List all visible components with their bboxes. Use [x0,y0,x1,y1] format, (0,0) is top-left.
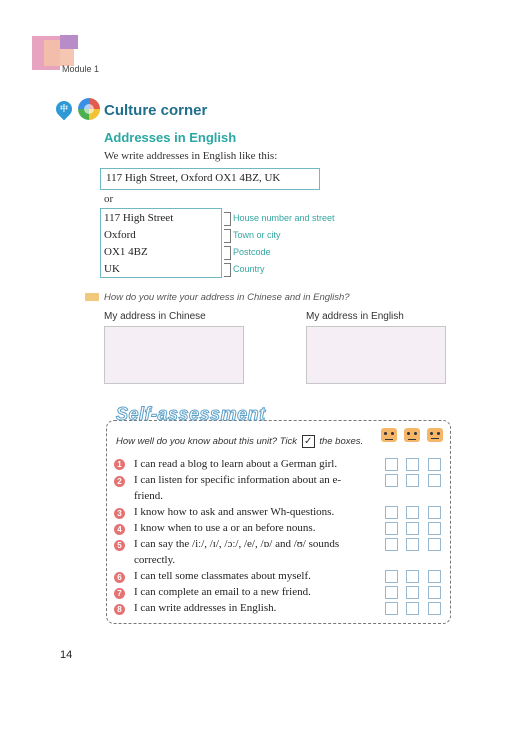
section-title: Culture corner [104,102,208,119]
checkbox-poor[interactable] [428,474,441,487]
checkbox-good[interactable] [385,538,398,551]
address-single-line: 117 High Street, Oxford OX1 4BZ, UK [106,172,281,184]
question-text-part: How well do you know about this unit? Tick [116,436,298,448]
or-text: or [104,193,114,205]
address-annotation: House number and street [233,213,335,223]
item-text: I can tell some classmates about myself. [134,570,311,582]
map-pin-icon [53,98,76,121]
address-line: OX1 4BZ [104,246,148,258]
question-text-part: the boxes. [319,436,364,448]
chinese-address-answer-box[interactable] [104,326,244,384]
pin-character: 中 [60,104,68,113]
label-english-address: My address in English [306,311,404,322]
item-number: 3 [114,508,125,519]
module-label: Module 1 [62,64,100,74]
question-marker [85,293,99,301]
checkbox-ok[interactable] [406,458,419,471]
item-number: 1 [114,459,125,470]
globe-icon [78,98,100,120]
checkbox-ok[interactable] [406,538,419,551]
address-annotation: Country [233,264,265,274]
item-number: 8 [114,604,125,615]
checkbox-good[interactable] [385,570,398,583]
checkbox-ok[interactable] [406,602,419,615]
english-address-answer-box[interactable] [306,326,446,384]
header-decoration [60,35,78,49]
address-annotation: Postcode [233,247,271,257]
item-text: I can write addresses in English. [134,602,277,614]
self-assessment-question [116,435,363,448]
neutral-face-icon [404,428,420,442]
checkbox-poor[interactable] [428,538,441,551]
checkbox-ok[interactable] [406,586,419,599]
checkbox-poor[interactable] [428,458,441,471]
checkbox-poor[interactable] [428,602,441,615]
address-line: UK [104,263,120,275]
checkbox-poor[interactable] [428,570,441,583]
item-text: I know when to use a or an before nouns. [134,522,316,534]
item-text: I can complete an email to a new friend. [134,586,311,598]
item-text: I can read a blog to learn about a German girl. [134,458,338,470]
item-number: 5 [114,540,125,551]
checkbox-ok[interactable] [406,506,419,519]
bracket [224,229,231,243]
checkbox-poor[interactable] [428,506,441,519]
section-subtitle: Addresses in English [104,130,237,145]
item-number: 2 [114,476,125,487]
self-assessment-title: Self-assessment [116,404,266,424]
checkbox-good[interactable] [385,474,398,487]
happy-face-icon [381,428,397,442]
checkbox-poor[interactable] [428,522,441,535]
checkbox-ok[interactable] [406,474,419,487]
intro-text: We write addresses in English like this: [104,150,278,162]
checkbox-ok[interactable] [406,570,419,583]
address-line: 117 High Street [104,212,174,224]
bracket [224,212,231,226]
checkbox-poor[interactable] [428,586,441,599]
tick-icon: ✓ [302,435,315,448]
page-number: 14 [60,649,73,661]
bracket [224,263,231,277]
address-annotation: Town or city [233,230,281,240]
bracket [224,246,231,260]
item-text: I know how to ask and answer Wh-questions. [134,506,335,518]
item-number: 6 [114,572,125,583]
question-text: How do you write your address in Chinese and in English? [104,292,350,303]
checkbox-good[interactable] [385,506,398,519]
checkbox-good[interactable] [385,602,398,615]
checkbox-good[interactable] [385,522,398,535]
checkbox-ok[interactable] [406,522,419,535]
item-number: 7 [114,588,125,599]
item-text: I can say the /iː/, /ɪ/, /ɔː/, /e/, /ɒ/ and /ʊ/ sounds correctly. [134,538,340,566]
item-text: I can listen for specific information about an e-friend. [134,474,342,502]
address-line: Oxford [104,229,136,241]
checkbox-good[interactable] [385,586,398,599]
sad-face-icon [427,428,443,442]
checkbox-good[interactable] [385,458,398,471]
item-number: 4 [114,524,125,535]
label-chinese-address: My address in Chinese [104,311,206,322]
